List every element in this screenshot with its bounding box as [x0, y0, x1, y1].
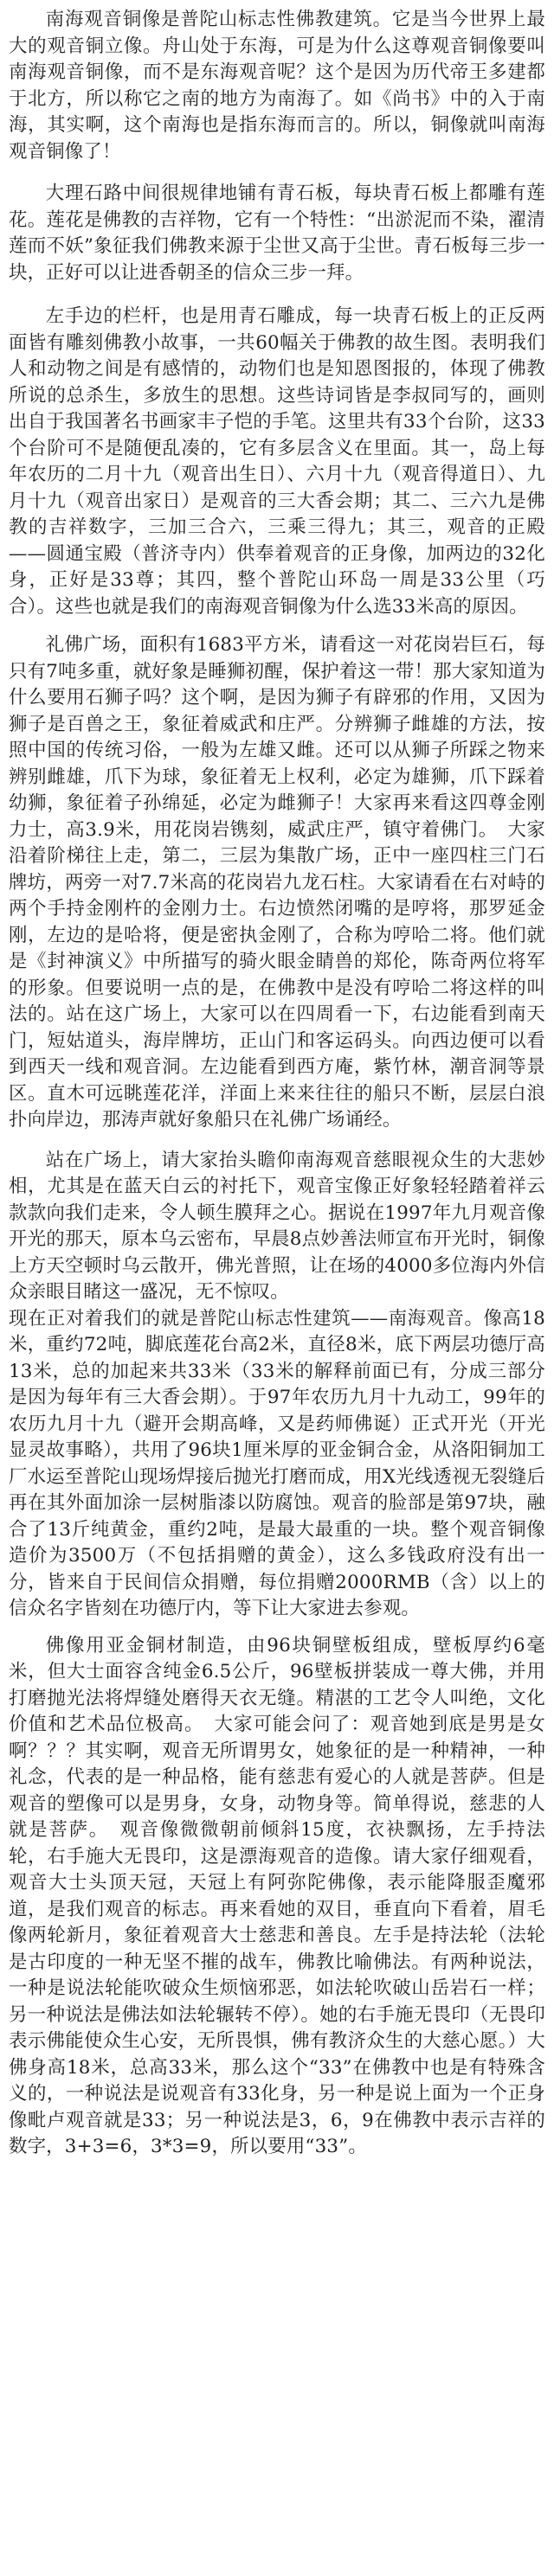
paragraph-statue-details: 佛像用亚金铜材制造，由96块铜壁板组成，壁板厚约6毫米，但大士面容含纯金6.5公斤，96壁板拼装成一尊大佛，并用打磨抛光法将焊缝处磨得天衣无缝。精湛的工艺令人叫绝，文化价值和艺术品位极高。 大家可能会问了：观音她到底是男是女啊？？？其实啊，观音无所谓男女，她象征的是一种精神，一种礼念，代表的是一种品格，能有慈悲有爱心的人就是菩萨。但是观音的塑像可以是男身，女身，动物身等。简单得说，慈悲的人就是菩萨。 观音像微微朝前倾斜15度，衣袂飘扬，左手持法轮，右手施大无畏印，这是漂海观音的造像。请大家仔细观看，观音大士头顶天冠，天冠上有阿弥陀佛像，表示能降服歪魔邪道，是我们观音的标志。再来看她的双目，垂直向下看着，眉毛像两轮新月，象征着观音大士慈悲和善良。左手是持法轮（法轮是古印度的一种无坚不摧的战车，佛教比喻佛法。有两种说法，一种是说法轮能吹破众生烦恼邪恶，如法轮吹破山岳岩石一样；另一种说法是佛法如法轮辗转不停）。她的右手施无畏印（无畏印表示佛能使众生心安，无所畏惧，佛有教济众生的大慈心愿。）大佛身高18米，总高33米，那么这个“33”在佛教中也是有特殊含义的，一种说法是说观音有33化身，另一种是说上面为一个正身像毗卢观音就是33；另一种说法是3，6，9在佛教中表示吉祥的数字，3+3=6，3*3=9，所以要用“33”。	[9, 1634, 545, 2157]
paragraph-look-up: 站在广场上，请大家抬头瞻仰南海观音慈眼视众生的大悲妙相，尤其是在蓝天白云的衬托下，观音宝像正好象轻轻踏着祥云款款向我们走来，令人顿生膜拜之心。据说在1997年九月观音像开光的那天，原本乌云密布，早晨8点妙善法师宣布开光时，铜像上方天空顿时乌云散开，佛光普照，让在场的4000多位海内外信众亲眼目睹这一盛况，无不惊叹。	[9, 1149, 545, 1303]
paragraph-worship-square: 礼佛广场，面积有1683平方米，请看这一对花岗岩巨石，每只有7吨多重，就好象是睡狮初醒，保护着这一带！那大家知道为什么要用石狮子吗？这个啊，是因为狮子有辟邪的作用，又因为狮子是百兽之王，象征着威武和庄严。分辨狮子雌雄的方法，按照中国的传统习俗，一般为左雄又雌。还可以从狮子所踩之物来辨别雌雄，爪下为球，象征着无上权利，必定为雄狮，爪下踩着幼狮，象征着子孙绵延，必定为雌狮子！大家再来看这四尊金刚力士，高3.9米，用花岗岩镌刻，威武庄严，镇守着佛门。 大家沿着阶梯往上走，第二，三层为集散广场，正中一座四柱三门石牌坊，两旁一对7.7米高的花岗岩九龙石柱。大家请看在右对峙的两个手持金刚杵的金刚力士。右边愤然闭嘴的是哼将，那罗延金刚，左边的是哈将，便是密执金刚了，合称为哼哈二将。他们就是《封神演义》中所描写的骑火眼金睛兽的郑伦，陈奇两位将军的形象。但要说明一点的是，在佛教中是没有哼哈二将这样的叫法的。站在这广场上，大家可以在四周看一下，右边能看到南天门，短姑道头，海岸牌坊，正山门和客运码头。向西边便可以看到西天一线和观音洞。左边能看到西方庵，紫竹林，潮音洞等景区。直木可远眺莲花洋，洋面上来来往往的船只不断，层层白浪扑向岸边，那涛声就好象船只在礼佛广场诵经。	[9, 634, 545, 1131]
paragraph-statue-facts: 现在正对着我们的就是普陀山标志性建筑——南海观音。像高18米，重约72吨，脚底莲花台高2米，直径8米，底下两层功德厅高13米，总的加起来共33米（33米的解释前面已有，分成三部分是因为每年有三大香会期）。于97年农历九月十九动工，99年的农历九月十九（避开会期高峰，又是药师佛诞）正式开光（开光显灵故事略），共用了96块1厘米厚的亚金铜合金，从洛阳铜加工厂水运至普陀山现场焊接后抛光打磨而成，用X光线透视无裂缝后再在其外面加涂一层树脂漆以防腐蚀。观音的脸部是第97块，融合了13斤纯黄金，重约2吨，是最大最重的一块。整个观音铜像造价为3500万（不包括捐赠的黄金），这么多钱政府没有出一分，皆来自于民间信众捐赠，每位捐赠2000RMB（含）以上的信众名字皆刻在功德厅内，等下让大家进去参观。	[9, 1307, 545, 1619]
paragraph-intro: 南海观音铜像是普陀山标志性佛教建筑。它是当今世界上最大的观音铜立像。舟山处于东海，可是为什么这尊观音铜像要叫南海观音铜像，而不是东海观音呢？这个是因为历代帝王多建都于北方，所以称它之南的地方为南海了。如《尚书》中的入于南海，其实啊，这个南海也是指东海而言的。所以，铜像就叫南海观音铜像了！	[9, 9, 545, 163]
paragraph-railing-steps: 左手边的栏杆，也是用青石雕成，每一块青石板上的正反两面皆有雕刻佛教小故事，一共60幅关于佛教的故生图。表明我们人和动物之间是有感情的，动物们也是知恩图报的，体现了佛教所说的总杀生，多放生的思想。这些诗词皆是李叔同写的，画则出自于我国著名书画家丰子恺的手笔。这里共有33个台阶，这33个台阶可不是随便乱凑的，它有多层含义在里面。其一，岛上每年农历的二月十九（观音出生日）、六月十九（观音得道日）、九月十九（观音出家日）是观音的三大香会期；其二、三六九是佛教的吉祥数字，三加三合六，三乘三得九；其三，观音的正殿——圆通宝殿（普济寺内）供奉着观音的正身像，加两边的32化身，正好是33尊；其四，整个普陀山环岛一周是33公里（巧合）。这些也就是我们的南海观音铜像为什么选33米高的原因。	[9, 305, 545, 618]
paragraph-stone-path: 大理石路中间很规律地铺有青石板，每块青石板上都雕有莲花。莲花是佛教的吉祥物，它有一个特性：“出淤泥而不染，濯清莲而不妖”象征我们佛教来源于尘世又高于尘世。青石板每三步一块，正好可以让进香朝圣的信众三步一拜。	[9, 183, 545, 284]
article-body	[0, 7, 554, 2161]
